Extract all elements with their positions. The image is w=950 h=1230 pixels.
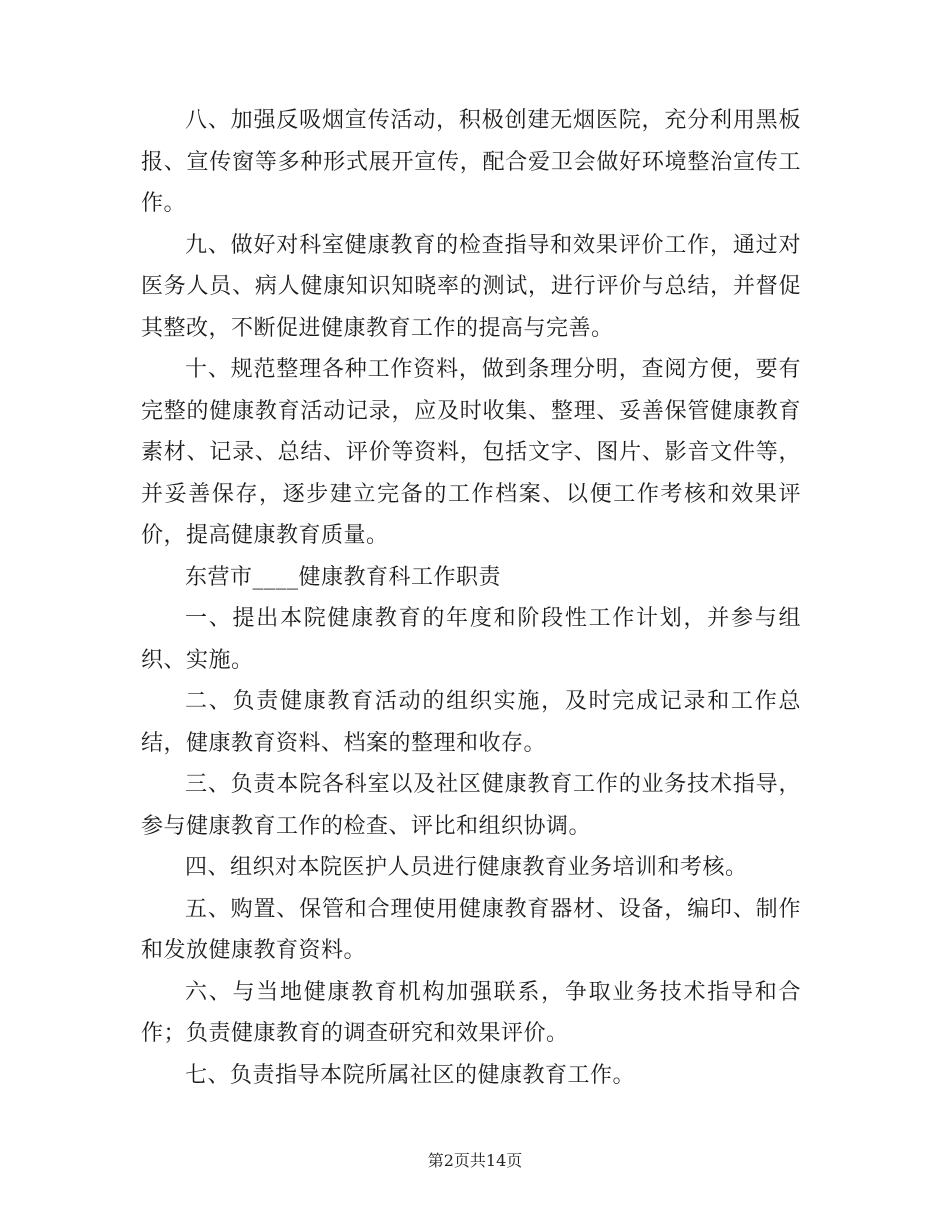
- paragraph-item-10: 十、规范整理各种工作资料，做到条理分明，查阅方便，要有完整的健康教育活动记录，应及时收集、整理、妥善保管健康教育素材、记录、总结、评价等资料，包括文字、图片、影音文件等，并妥善保存，逐步建立完备的工作档案、以便工作考核和效果评价，提高健康教育质量。: [141, 357, 801, 548]
- duty-item-7: 七、负责指导本院所属社区的健康教育工作。: [185, 1062, 636, 1088]
- duty-item-5: 五、购置、保管和合理使用健康教育器材、设备，编印、制作和发放健康教育资料。: [141, 896, 801, 963]
- duty-item-6: 六、与当地健康教育机构加强联系，争取业务技术指导和合作；负责健康教育的调查研究和效果评价。: [141, 979, 801, 1046]
- paragraph-item-8: 八、加强反吸烟宣传活动，积极创建无烟医院，充分利用黑板报、宣传窗等多种形式展开宣传，配合爱卫会做好环境整治宣传工作。: [141, 108, 801, 216]
- section-heading: 东营市____健康教育科工作职责: [185, 564, 502, 590]
- duty-item-3: 三、负责本院各科室以及社区健康教育工作的业务技术指导，参与健康教育工作的检查、评比和组织协调。: [141, 772, 801, 839]
- paragraph-item-9: 九、做好对科室健康教育的检查指导和效果评价工作，通过对医务人员、病人健康知识知晓率的测试，进行评价与总结，并督促其整改，不断促进健康教育工作的提高与完善。: [141, 232, 801, 341]
- document-body: [141, 100, 801, 1096]
- duty-item-1: 一、提出本院健康教育的年度和阶段性工作计划，并参与组织、实施。: [141, 606, 801, 673]
- duty-item-2: 二、负责健康教育活动的组织实施，及时完成记录和工作总结，健康教育资料、档案的整理和收存。: [141, 689, 801, 756]
- duty-item-4: 四、组织对本院医护人员进行健康教育业务培训和考核。: [185, 855, 748, 880]
- page-number: 第2页共14页: [427, 1151, 523, 1170]
